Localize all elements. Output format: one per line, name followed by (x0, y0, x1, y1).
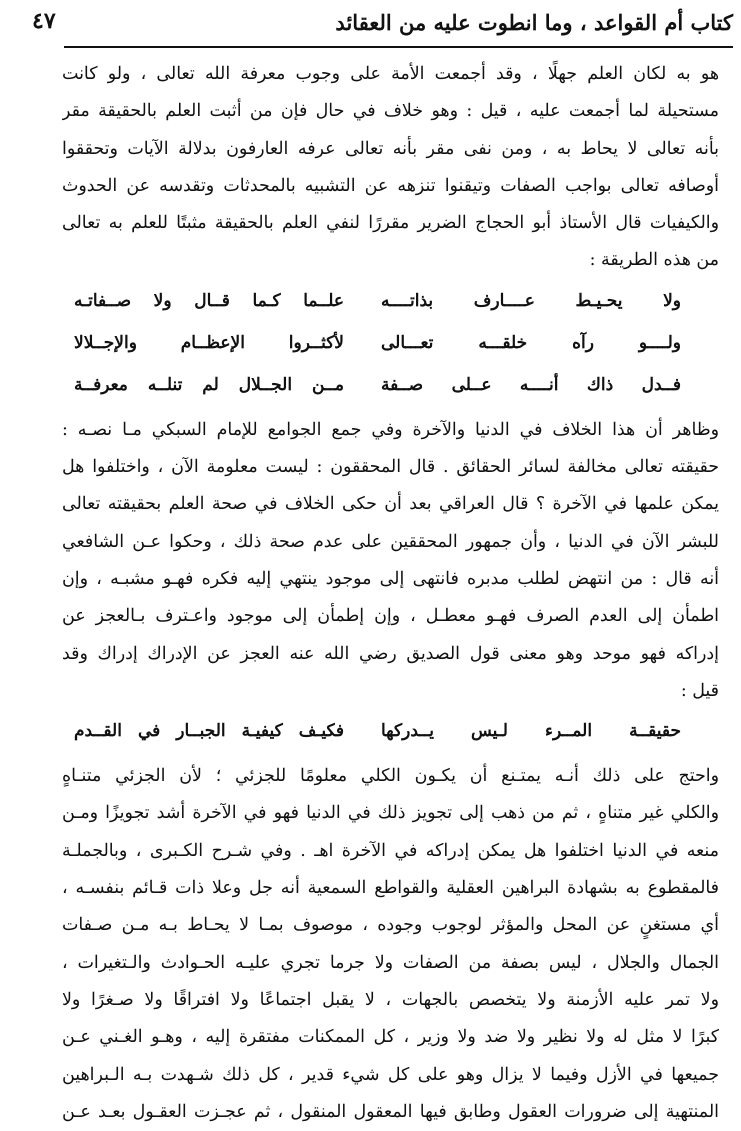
page-number: ٤٧ (32, 8, 56, 34)
poem-1 (62, 280, 719, 406)
text-line: أي مستغنٍ عن المحل والمؤثر لوجوب وجوده ، موصوف بمـا لا يحـاط بـه مـن صـفات (62, 915, 719, 936)
text-line: أوصافه تعالى بواجب الصفات وتيقنوا تنزهه عن التشبيه بالمحدثات وتقدسه عن الحدوث (62, 175, 719, 196)
text-line: هو به لكان العلم جهلًا ، وقد أجمعت الأمة على وجوب معرفة الله تعالى ، ولو كانت (62, 64, 719, 84)
page-body (62, 56, 719, 1131)
text-line: والكلي غير متناهٍ ، ثم من ذهب إلى تجويز ذلك في الدنيا فهو في الآخرة أشد تجويزًا ومـن (62, 803, 719, 824)
text-line: والكيفيات قال الأستاذ أبو الحجاج الضرير مقررًا لنفي العلم بالحقيقة مثبتًا للعلم به تعالى (62, 213, 719, 234)
verse-first-hemistich: ولا يحـيـط عــــارف بذاتــــه (381, 290, 681, 311)
text-line: مستحيلة لما أجمعت عليه ، قيل : وهو خلاف في حال فإن من أثبت العلم بالحقيقة مقر (62, 101, 719, 122)
verse (62, 364, 719, 406)
text-line: منعه في الدنيا اختلفوا هل يمكن إدراكه في الآخرة اهـ . وفي شـرح الكـبرى ، وبالجملـة (62, 840, 719, 861)
text-line: جميعها في الأزل وفيما لا يزال وهو على كل شيء قدير ، كل ذلك شـهدت بـه الـبراهين (62, 1064, 719, 1085)
text-line: وظاهر أن هذا الخلاف في الدنيا والآخرة وفي جمع الجوامع للإمام السبكي مـا نصـه : (62, 419, 719, 440)
text-line: يمكن علمها في الآخرة ؟ قال العراقي بعد أن حكى الخلاف في صحة العلم بحقيقته تعالى (62, 494, 719, 515)
paragraph-3 (62, 758, 719, 1131)
poem-2 (62, 710, 719, 752)
verse-first-hemistich: حقيقــة المــرء لـيس يــدركها (381, 721, 681, 742)
verse-second-hemistich: فكيـف كيفيـة الجبــار في القــدم (74, 721, 344, 742)
text-line: واحتج على ذلك أنـه يمتـنع أن يكـون الكلي معلومًا للجزئي ؛ لأن الجزئي متنـاهٍ (62, 766, 719, 787)
text-line: كبرًا لا مثل له ولا نظير ولا ضد ولا وزير ، كل الممكنات مفتقرة إليه ، وهـو الغـني عـن (62, 1027, 719, 1048)
text-line: حقيقته تعالى مخالفة لسائر الحقائق . قال المحققون : ليست معلومة الآن ، واختلفوا هل (62, 457, 719, 478)
verse-second-hemistich: لأكثــروا الإعظــام والإجــلالا (74, 332, 344, 353)
header-title: كتاب أم القواعد ، وما انطوت عليه من العقائد (335, 10, 733, 35)
verse-second-hemistich: علــما كـما قــال ولا صــفاتـه (74, 290, 344, 311)
text-line: المنتهية إلى ضرورات العقول وطابق فيها المعقول المنقول ، ثم عجـزت العقـول بعـد عـن (62, 1101, 719, 1122)
text-line: اطمأن إلى العدم الصرف فهـو معطـل ، وإن إطمأن إلى موجود واعـترف بـالعجز عن (62, 606, 719, 627)
verse (62, 710, 719, 752)
running-header (32, 6, 733, 48)
text-line: للبشر الآن في الدنيا ، وأن جمهور المحققين على عدم صحة ذلك ، وحكوا عـن الشافعي (62, 531, 719, 552)
verse-first-hemistich: ولــــو رآه خلقـــه تعـــالى (381, 332, 681, 353)
text-line: بأنه تعالى لا يحاط به ، ومن نفى مقر بأنه تعالى عرفه العارفون بدلالة الآيات وتحققوا (62, 138, 719, 159)
paragraph-1 (62, 56, 719, 280)
verse (62, 322, 719, 364)
verse (62, 280, 719, 322)
paragraph-2 (62, 412, 719, 710)
verse-first-hemistich: فــدل ذاك أنــــه عــلى صــفة (381, 374, 681, 395)
text-line: فالمقطوع به بشهادة البراهين العقلية والقواطع السمعية أنه جل وعلا ذات قـائم بنفسـه ، (62, 878, 719, 899)
text-line: قيل : (680, 680, 719, 701)
text-line: إدراكه فهو موحد وهو معنى قول الصديق رضي الله عنه العجز عن الإدراك إدراك وقد (62, 643, 719, 664)
text-line: ولا تمر عليه الأزمنة ولا يتخصص بالجهات ، لا يقبل اجتماعًا ولا افتراقًا ولا صـغرًا ولا (62, 989, 719, 1010)
text-line: أنه قال : من انتهض لطلب مدبره فانتهى إلى موجود ينتهي إليه فكره فهـو مشبـه ، وإن (62, 568, 719, 589)
verse-second-hemistich: مــن الجــلال لم تنلــه معرفــة (74, 374, 344, 395)
text-line: من هذه الطريقة : (589, 250, 719, 271)
text-line: الجمال والجلال ، ليس بصفة من الصفات ولا جرما تجري عليـه الحـوادث والـتغيرات ، (62, 952, 719, 973)
